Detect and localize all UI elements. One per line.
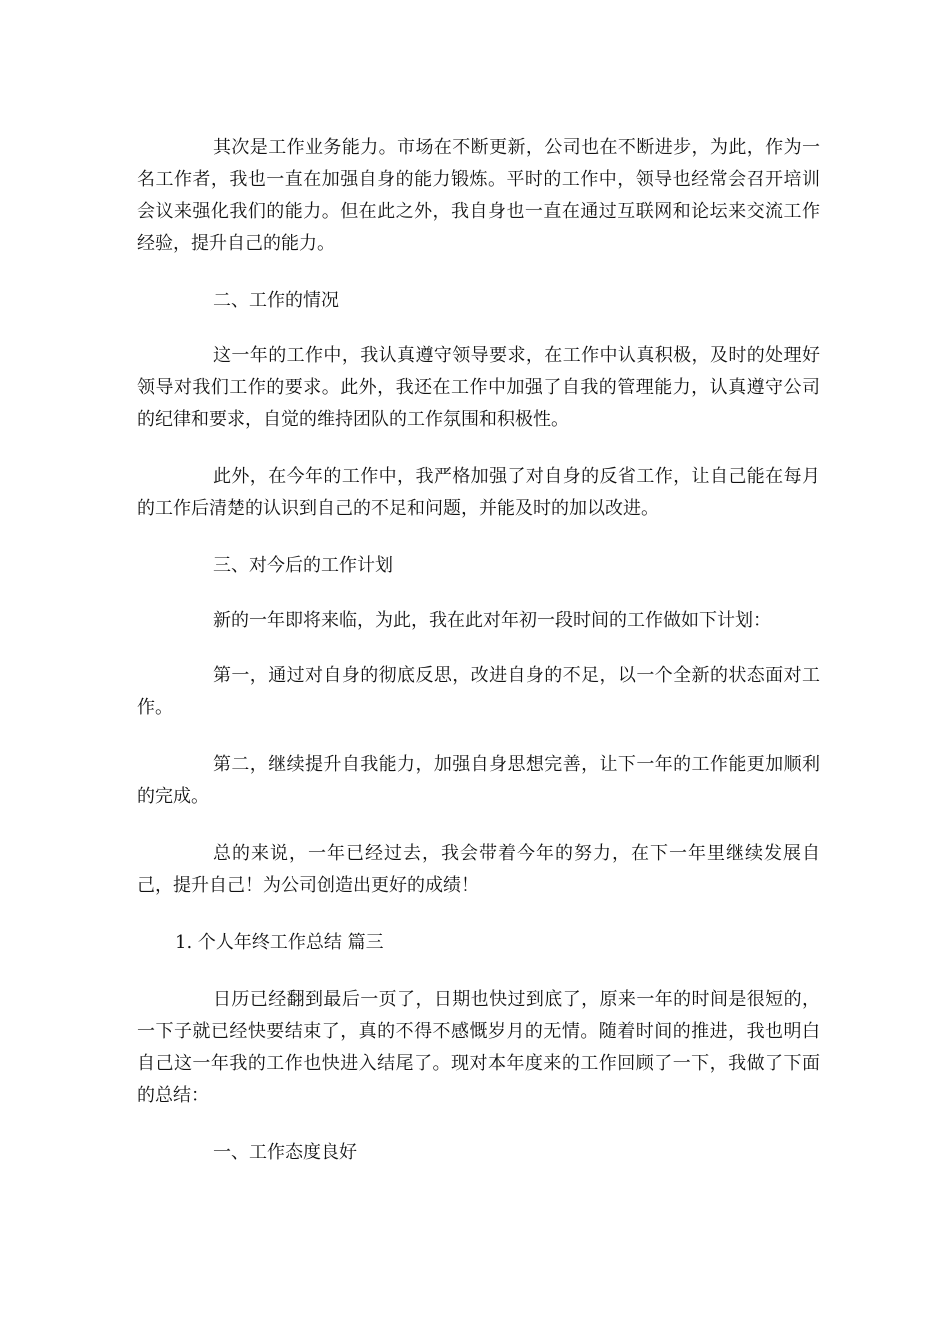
paragraph-plan-second: 第二，继续提升自我能力，加强自身思想完善，让下一年的工作能更加顺利的完成。 <box>137 754 820 807</box>
paragraph-plan-intro: 新的一年即将来临，为此，我在此对年初一段时间的工作做如下计划： <box>213 610 771 631</box>
document-body <box>137 132 820 1169</box>
paragraph-work-ability: 其次是工作业务能力。市场在不断更新，公司也在不断进步，为此，作为一名工作者，我也一直在加强自身的能力锻炼。平时的工作中，领导也经常会召开培训会议来强化我们的能力。但在此之外，我自身也一直在通过互联网和论坛来交流工作经验，提升自己的能力。 <box>137 137 820 254</box>
section-heading-future-plan: 三、对今后的工作计划 <box>213 555 393 576</box>
paragraph-year-review: 日历已经翻到最后一页了，日期也快过到底了，原来一年的时间是很短的，一下子就已经快要结束了，真的不得不感慨岁月的无情。随着时间的推进，我也明白自己这一年我的工作也快进入结尾了。现对本年度来的工作回顾了一下，我做了下面的总结： <box>137 989 820 1106</box>
paragraph-plan-first: 第一，通过对自身的彻底反思，改进自身的不足，以一个全新的状态面对工作。 <box>137 665 820 718</box>
paragraph-self-reflection: 此外，在今年的工作中，我严格加强了对自身的反省工作，让自己能在每月的工作后清楚的认识到自己的不足和问题，并能及时的加以改进。 <box>137 466 820 519</box>
list-heading-part-three: 1. 个人年终工作总结 篇三 <box>175 932 384 953</box>
section-heading-work-attitude: 一、工作态度良好 <box>213 1142 357 1163</box>
paragraph-work-status: 这一年的工作中，我认真遵守领导要求，在工作中认真积极，及时的处理好领导对我们工作的要求。此外，我还在工作中加强了自我的管理能力，认真遵守公司的纪律和要求，自觉的维持团队的工作氛围和积极性。 <box>137 345 820 430</box>
paragraph-summary: 总的来说，一年已经过去，我会带着今年的努力，在下一年里继续发展自己，提升自己！为公司创造出更好的成绩！ <box>137 843 820 896</box>
section-heading-work-status: 二、工作的情况 <box>213 290 339 311</box>
